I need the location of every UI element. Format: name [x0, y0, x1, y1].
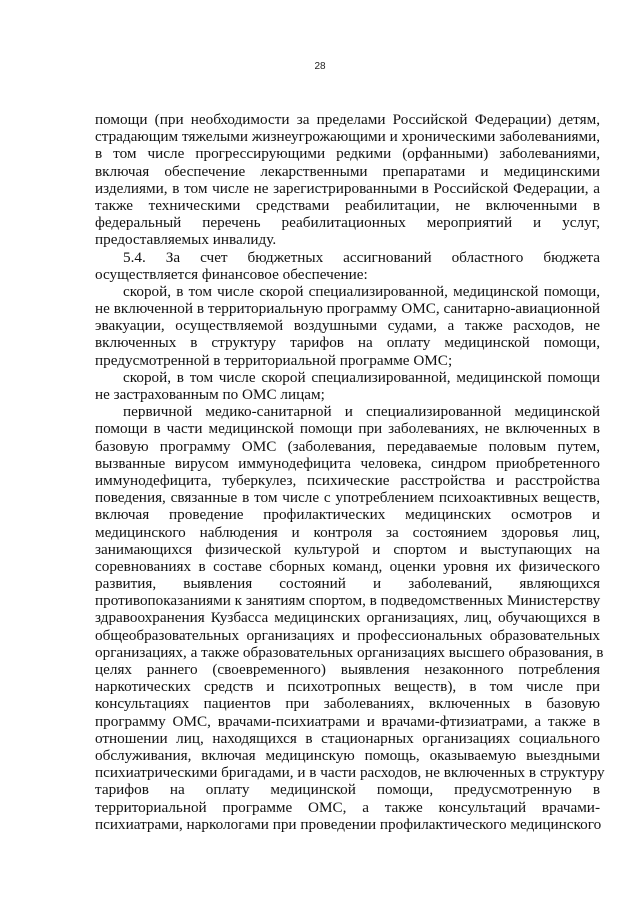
- text-line: занимающихся физической культурой и спортом и выступающих на: [95, 540, 600, 558]
- text-line: общеобразовательных организациях и профессиональных образовательных: [95, 626, 600, 644]
- text-line: предоставляемых инвалиду.: [95, 231, 277, 249]
- text-line: не включенной в территориальную программу ОМС, санитарно-авиационной: [95, 300, 600, 318]
- text-line: скорой, в том числе скорой специализированной, медицинской помощи,: [123, 282, 600, 300]
- text-line: включая проведение профилактических медицинских осмотров и: [95, 506, 600, 524]
- text-line: вызванные вирусом иммунодефицита человека, синдром приобретенного: [95, 454, 600, 472]
- text-line: помощи (при необходимости за пределами Российской Федерации) детям,: [95, 111, 600, 128]
- text-line: противопоказаниями к занятиям спортом, в подведомственных Министерству: [95, 592, 601, 610]
- text-line: первичной медико-санитарной и специализированной медицинской: [123, 403, 600, 421]
- text-line: консультациях пациентов при заболеваниях, включенных в базовую: [95, 695, 600, 713]
- text-line: тарифов на оплату медицинской помощи, предусмотренную в: [95, 781, 600, 799]
- text-line: программу ОМС, врачами-психиатрами и врачами-фтизиатрами, а также в: [95, 712, 600, 730]
- text-line: в том числе прогрессирующими редкими (орфанными) заболеваниями,: [95, 145, 600, 163]
- text-line: базовую программу ОМС (заболевания, передаваемые половым путем,: [95, 437, 600, 455]
- page-number: 28: [314, 61, 326, 72]
- text-line: территориальной программе ОМС, а также консультаций врачами-: [95, 798, 600, 816]
- text-line: развития, выявления состояний и заболеваний, являющихся: [95, 575, 600, 593]
- text-line: здравоохранения Кузбасса медицинских организациях, лиц, обучающихся в: [95, 609, 600, 627]
- text-line: изделиями, в том числе не зарегистрированными в Российской Федерации, а: [95, 179, 600, 197]
- text-line: осуществляется финансовое обеспечение:: [95, 265, 368, 283]
- text-line: иммунодефицита, туберкулез, психические расстройства и расстройства: [95, 471, 600, 489]
- text-line: 5.4. За счет бюджетных ассигнований областного бюджета: [123, 248, 600, 266]
- text-line: не застрахованным по ОМС лицам;: [95, 386, 325, 403]
- text-line: поведения, связанные в том числе с употреблением психоактивных веществ,: [95, 489, 600, 507]
- text-line: страдающим тяжелыми жизнеугрожающими и хроническими заболеваниями,: [95, 128, 600, 146]
- text-line: соревнованиях в составе сборных команд, оценки уровня их физического: [95, 557, 600, 575]
- text-line: наркотических средств и психотропных веществ), в том числе при: [95, 678, 600, 696]
- text-line: также техническими средствами реабилитации, не включенными в: [95, 196, 600, 214]
- text-line: включенных в структуру тарифов на оплату медицинской помощи,: [95, 334, 600, 352]
- text-line: отношении лиц, находящихся в стационарных организациях социального: [95, 729, 600, 747]
- text-line: организациях, а также образовательных организациях высшего образования, в: [95, 643, 604, 661]
- text-line: психиатрами, наркологами при проведении профилактического медицинского: [95, 815, 602, 833]
- text-line: предусмотренной в территориальной программе ОМС;: [95, 351, 453, 369]
- text-line: психиатрическими бригадами, и в части расходов, не включенных в структуру: [95, 764, 605, 782]
- text-line: обслуживания, включая медицинскую помощь, оказываемую выездными: [95, 746, 600, 764]
- text-line: федеральный перечень реабилитационных мероприятий и услуг,: [95, 214, 600, 232]
- text-line: медицинского наблюдения и контроля за состоянием здоровья лиц,: [95, 523, 600, 541]
- text-line: скорой, в том числе скорой специализированной, медицинской помощи: [123, 368, 600, 386]
- text-line: включая обеспечение лекарственными препаратами и медицинскими: [95, 162, 600, 180]
- text-line: эвакуации, осуществляемой воздушными судами, а также расходов, не: [95, 317, 600, 335]
- text-line: помощи в части медицинской помощи при заболеваниях, не включенных в: [95, 420, 600, 438]
- text-line: целях раннего (своевременного) выявления незаконного потребления: [95, 661, 600, 678]
- body-text: [95, 111, 605, 833]
